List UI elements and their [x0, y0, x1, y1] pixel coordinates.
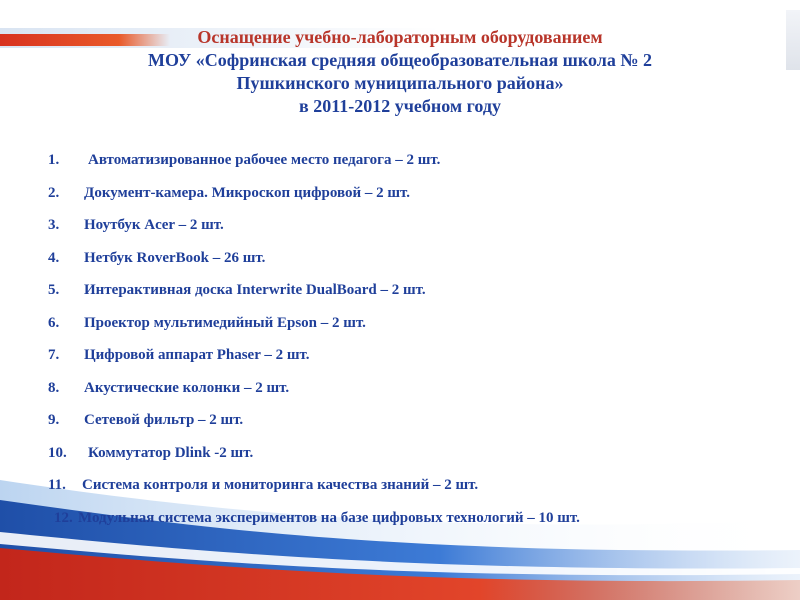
list-item [48, 280, 758, 313]
list-item [48, 410, 758, 443]
item-text: Акустические колонки – 2 шт. [84, 379, 290, 396]
equipment-list [48, 150, 758, 540]
item-text: Проектор мультимедийный Epson – 2 шт. [84, 314, 366, 331]
title-line-4: в 2011-2012 учебном году [299, 96, 501, 116]
title-line-3: Пушкинского муниципального района» [236, 73, 564, 93]
item-number: 8. [48, 379, 60, 396]
item-number: 3. [48, 217, 60, 233]
slide-title [60, 26, 740, 118]
item-number: 11. [48, 477, 66, 493]
list-item [48, 313, 758, 346]
item-number: 12. [54, 509, 73, 526]
item-number: 4. [48, 249, 60, 266]
item-text: Система контроля и мониторинга качества знаний – 2 шт. [82, 477, 479, 493]
list-item [48, 443, 758, 476]
item-text: Интерактивная доска Interwrite DualBoard – 2 шт. [84, 282, 426, 298]
list-item [48, 183, 758, 216]
title-line-2: МОУ «Софринская средняя общеобразовательная школа № 2 [148, 50, 652, 70]
item-number: 7. [48, 347, 60, 363]
item-number: 5. [48, 282, 60, 298]
item-text: Автоматизированное рабочее место педагога – 2 шт. [88, 152, 441, 168]
list-item [48, 508, 758, 541]
list-item [48, 150, 758, 183]
item-text: Нетбук RoverBook – 26 шт. [84, 249, 266, 266]
item-number: 10. [48, 444, 67, 461]
title-line-1: Оснащение учебно-лабораторным оборудованием [197, 27, 603, 47]
item-number: 9. [48, 412, 60, 428]
item-number: 1. [48, 152, 60, 168]
item-text: Модульная система экспериментов на базе цифровых технологий – 10 шт. [78, 509, 580, 526]
top-right-corner-decoration [786, 10, 800, 70]
list-item [48, 345, 758, 378]
item-number: 2. [48, 184, 60, 201]
item-number: 6. [48, 314, 60, 331]
item-text: Цифровой аппарат Phaser – 2 шт. [84, 347, 310, 363]
list-item [48, 248, 758, 281]
list-item [48, 215, 758, 248]
list-item [48, 475, 758, 508]
list-item [48, 378, 758, 411]
item-text: Документ-камера. Микроскоп цифровой – 2 шт. [84, 184, 411, 201]
item-text: Ноутбук Acer – 2 шт. [84, 217, 224, 233]
item-text: Коммутатор Dlink -2 шт. [88, 444, 254, 461]
item-text: Сетевой фильтр – 2 шт. [84, 412, 244, 428]
